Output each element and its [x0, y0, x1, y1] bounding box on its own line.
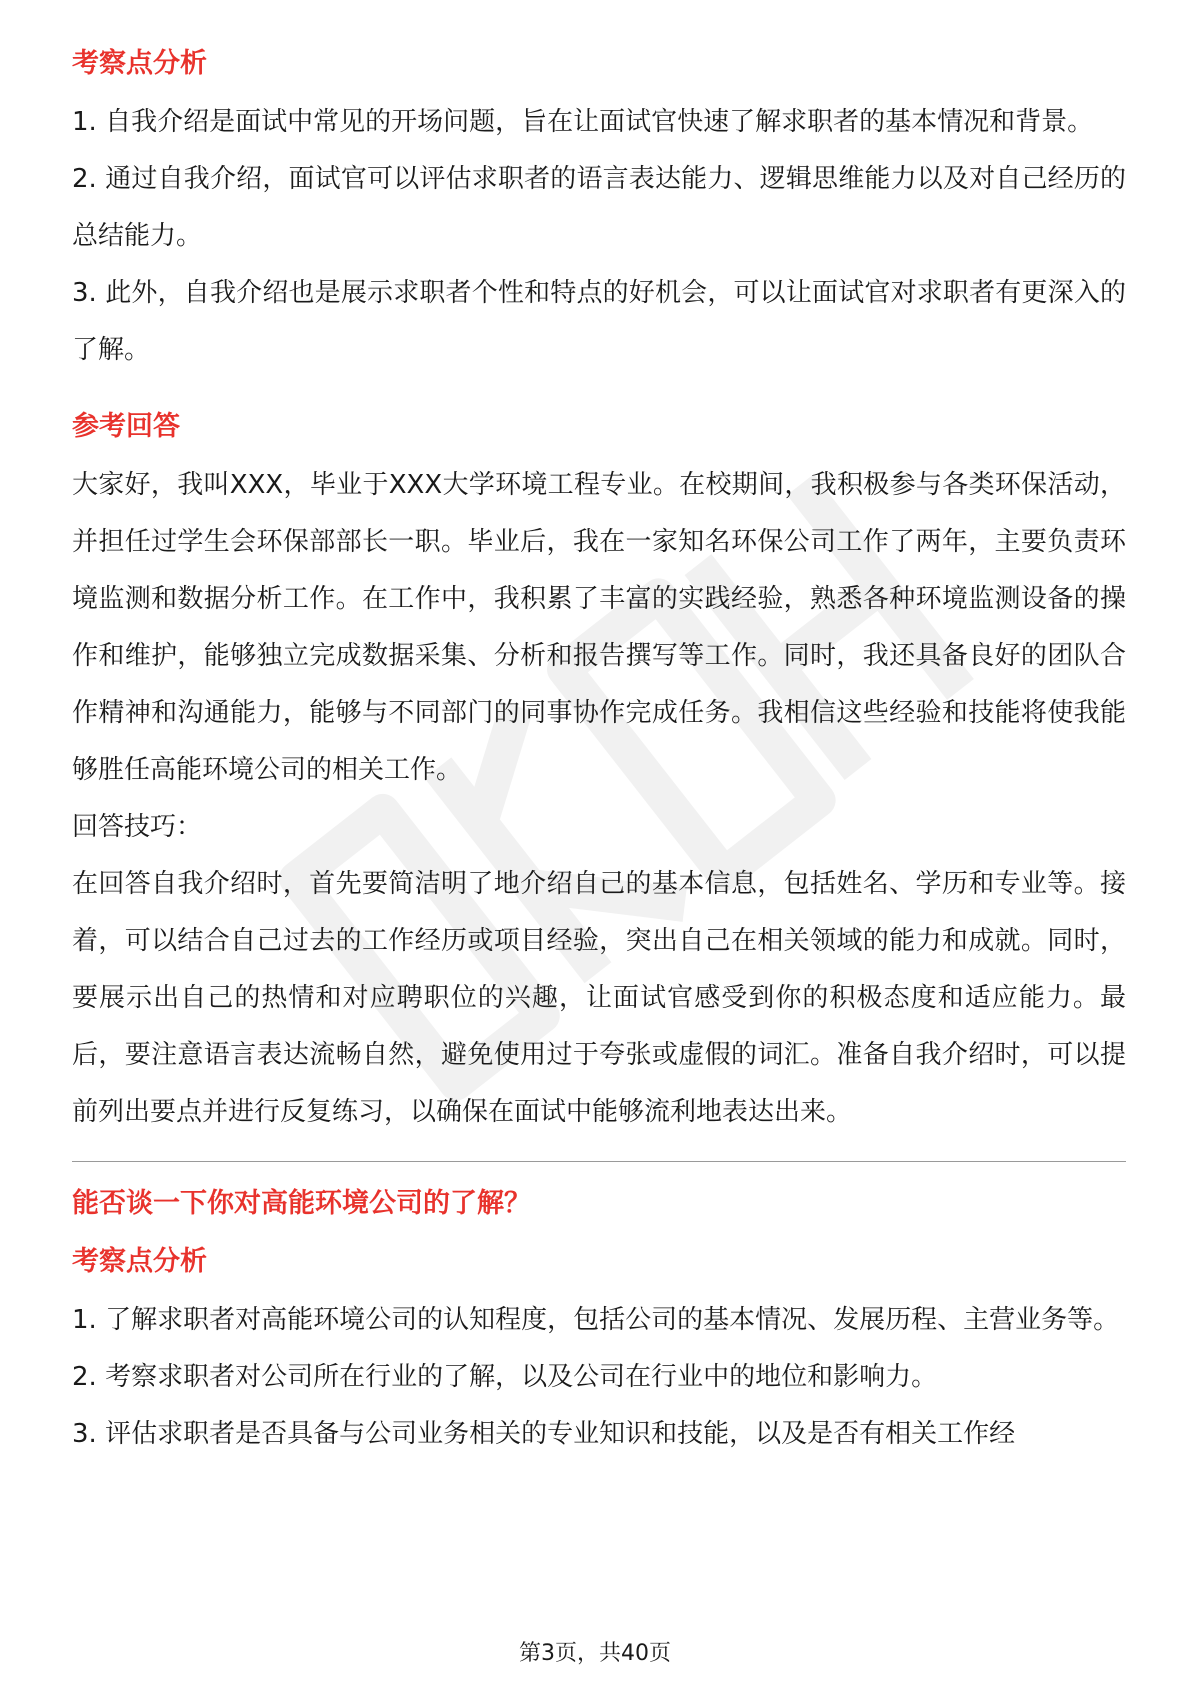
reference-answer: 大家好，我叫XXX，毕业于XXX大学环境工程专业。在校期间，我积极参与各类环保活动，并担任过学生会环保部部长一职。毕业后，我在一家知名环保公司工作了两年，主要负责环境监测和数据分析工作。在工作中，我积累了丰富的实践经验，熟悉各种环境监测设备的操作和维护，能够独立完成数据采集、分析和报告撰写等工作。同时，我还具备良好的团队合作精神和沟通能力，能够与不同部门的同事协作完成任务。我相信这些经验和技能将使我能够胜任高能环境公司的相关工作。 [72, 470, 1126, 785]
document-page [72, 44, 1126, 1463]
analysis-item-1: 1. 自我介绍是面试中常见的开场问题，旨在让面试官快速了解求职者的基本情况和背景。 [72, 107, 1094, 137]
reference-heading: 参考回答 [72, 411, 180, 442]
analysis2-item-1: 1. 了解求职者对高能环境公司的认知程度，包括公司的基本情况、发展历程、主营业务等。 [72, 1305, 1120, 1335]
page-number: 第3页，共40页 [519, 1641, 671, 1666]
analysis-heading-2: 考察点分析 [72, 1246, 207, 1277]
analysis2-item-3: 3. 评估求职者是否具备与公司业务相关的专业知识和技能，以及是否有相关工作经 [72, 1419, 1016, 1449]
tips-text: 在回答自我介绍时，首先要简洁明了地介绍自己的基本信息，包括姓名、学历和专业等。接着，可以结合自己过去的工作经历或项目经验，突出自己在相关领域的能力和成就。同时，要展示出自己的热情和对应聘职位的兴趣，让面试官感受到你的积极态度和适应能力。最后，要注意语言表达流畅自然，避免使用过于夸张或虚假的词汇。准备自我介绍时，可以提前列出要点并进行反复练习，以确保在面试中能够流利地表达出来。 [72, 869, 1126, 1127]
analysis-heading: 考察点分析 [72, 48, 207, 79]
analysis-item-2: 2. 通过自我介绍，面试官可以评估求职者的语言表达能力、逻辑思维能力以及对自己经历的总结能力。 [72, 164, 1126, 251]
question-title: 能否谈一下你对高能环境公司的了解？ [72, 1188, 531, 1219]
tips-label: 回答技巧： [72, 812, 203, 842]
analysis2-item-2: 2. 考察求职者对公司所在行业的了解，以及公司在行业中的地位和影响力。 [72, 1362, 938, 1392]
analysis-item-3: 3. 此外，自我介绍也是展示求职者个性和特点的好机会，可以让面试官对求职者有更深入的了解。 [72, 278, 1126, 365]
section-divider [72, 1161, 1126, 1162]
